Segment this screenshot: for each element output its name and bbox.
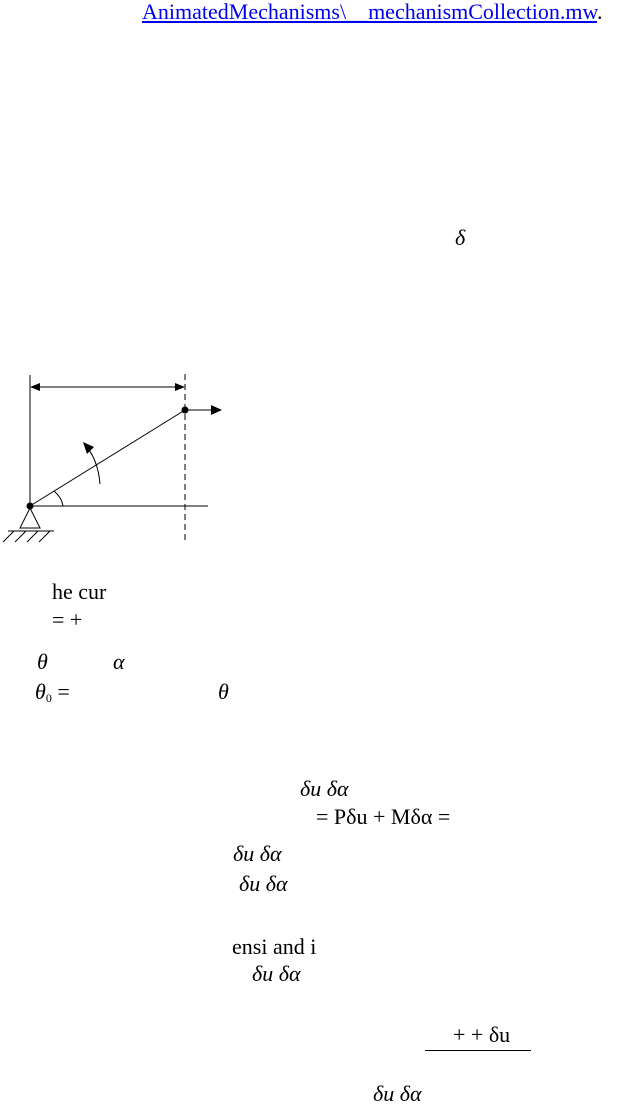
tip-joint xyxy=(182,407,189,414)
moment-arrow-head xyxy=(83,442,94,454)
theta0-symbol: θ xyxy=(35,679,46,704)
du-dalpha-1: δu δα xyxy=(300,776,349,801)
du-dalpha-5: δu δα xyxy=(373,1081,422,1106)
fraction-bar xyxy=(425,1050,531,1051)
delta-symbol: δ xyxy=(455,225,466,250)
crank-link xyxy=(30,410,185,506)
ground-hatch-2 xyxy=(15,531,26,542)
virtual-work-equation: = Pδu + Mδα = xyxy=(316,804,451,829)
ground-support-triangle xyxy=(20,508,40,528)
dimension-arrow-left xyxy=(30,383,40,391)
mechanism-collection-link[interactable]: AnimatedMechanisms\__mechanismCollection.mw xyxy=(142,0,597,24)
du-dalpha-4: δu δα xyxy=(252,961,301,986)
theta0-equals: = xyxy=(51,679,70,704)
du-dalpha-2: δu δα xyxy=(233,841,282,866)
theta0-subscript: 0 xyxy=(45,691,52,705)
du-dalpha-3: δu δα xyxy=(239,871,288,896)
collection-link-line xyxy=(142,0,603,24)
alpha-symbol: α xyxy=(113,649,125,674)
plus-du-numerator: + + δu xyxy=(453,1022,511,1047)
ensi-and-i-text: ensi and i xyxy=(232,934,317,959)
ground-hatch-3 xyxy=(27,531,38,542)
text-line-2: = + xyxy=(52,607,83,632)
dimension-arrow-right xyxy=(175,383,185,391)
theta0-expression xyxy=(35,680,70,710)
mechanism-diagram xyxy=(0,360,240,550)
ground-hatch-1 xyxy=(3,531,14,542)
angle-arc xyxy=(54,491,63,506)
text-line-1: he cur xyxy=(52,579,107,604)
ground-hatch-4 xyxy=(39,531,50,542)
force-arrow-head xyxy=(211,405,222,415)
theta-symbol: θ xyxy=(37,649,48,674)
theta-symbol-right: θ xyxy=(218,679,229,704)
link-period: . xyxy=(597,0,603,24)
